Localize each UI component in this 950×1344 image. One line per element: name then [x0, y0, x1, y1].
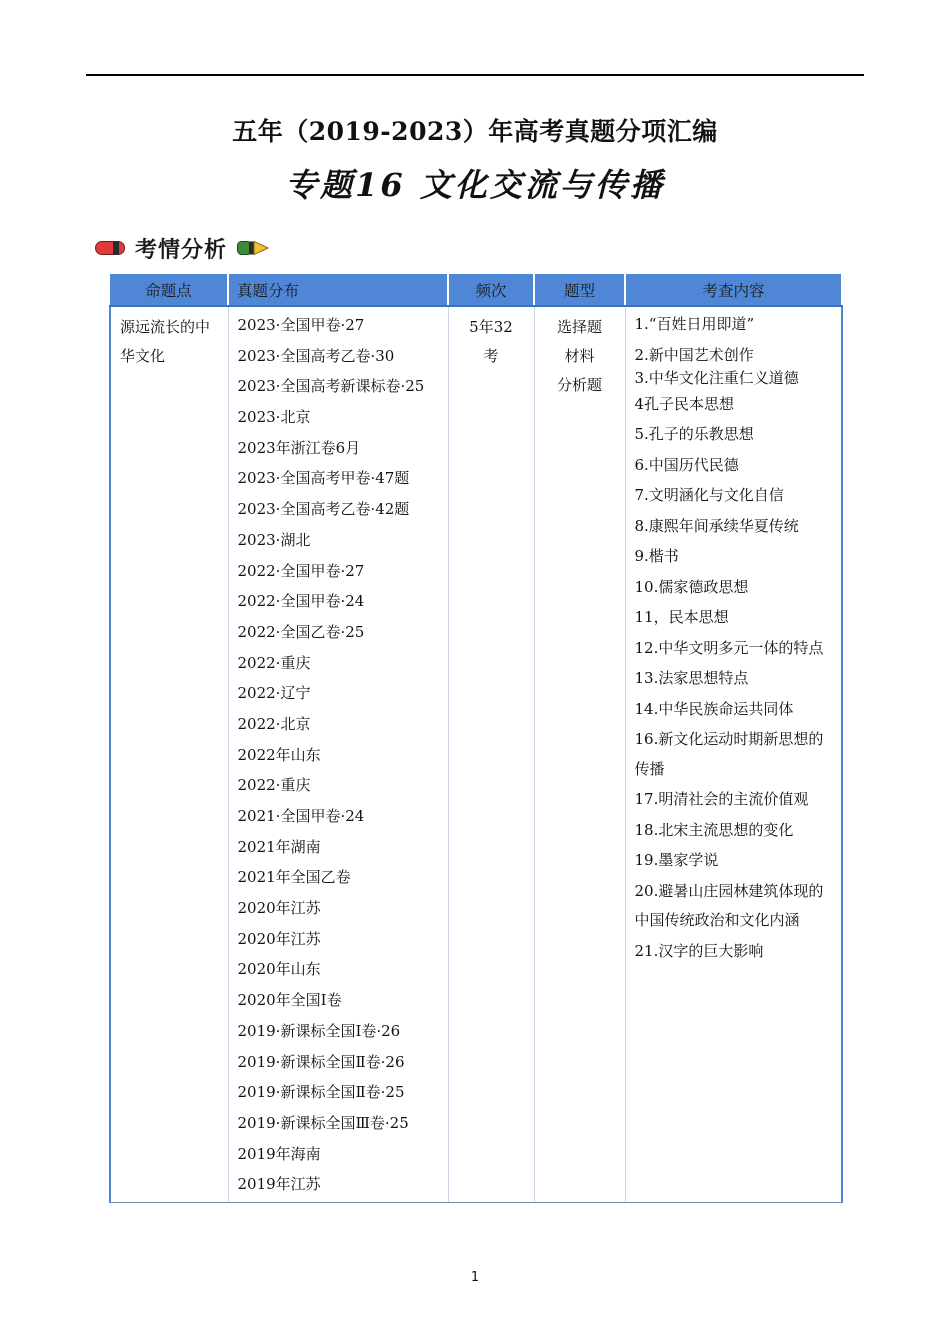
list-item: 1.“百姓日用即道”	[634, 315, 755, 333]
header-question-type: 题型	[534, 274, 625, 306]
list-item: 19.墨家学说	[634, 851, 719, 869]
list-item: 2022·全国甲卷·27	[237, 561, 365, 580]
pencil-tip-icon	[237, 240, 269, 256]
exam-analysis-table	[109, 274, 843, 1203]
list-item: 2022年山东	[237, 745, 321, 764]
list-item: 2021年全国乙卷	[237, 868, 351, 887]
list-item: 2019·新课标全国Ⅱ卷·26	[237, 1052, 405, 1071]
question-type-item: 选择题	[556, 318, 602, 336]
question-type-item: 分析题	[556, 376, 602, 394]
document-title: 五年（2019-2023）年高考真题分项汇编	[232, 117, 718, 146]
list-item: 2022·重庆	[237, 653, 311, 672]
table-row	[110, 306, 842, 1202]
list-item: 9.楷书	[634, 547, 679, 565]
list-item: 2021年湖南	[237, 837, 321, 856]
list-item: 2020年江苏	[237, 929, 321, 948]
header-content: 考查内容	[625, 274, 842, 306]
list-item: 2023·全国甲卷·27	[237, 316, 365, 334]
list-item: 8.康熙年间承续华夏传统	[634, 516, 799, 535]
page-number: 1	[470, 1270, 480, 1285]
frequency-cell	[449, 307, 534, 371]
list-item: 5.孔子的乐教思想	[634, 425, 754, 443]
distribution-list	[229, 307, 448, 1200]
list-item: 21.汉字的巨大影响	[634, 941, 764, 960]
header-frequency: 频次	[448, 274, 534, 306]
list-item: 7.文明涵化与文化自信	[634, 486, 784, 504]
list-item: 2023·全国高考新课标卷·25	[237, 377, 425, 396]
list-item: 14.中华民族命运共同体	[634, 699, 794, 718]
list-item: 2019年海南	[237, 1144, 321, 1163]
list-item: 3.中华文化注重仁义道德	[634, 368, 799, 387]
list-item: 6.中国历代民德	[634, 455, 739, 474]
list-item: 16.新文化运动时期新思想的传播	[634, 730, 824, 778]
list-item: 12.中华文明多元一体的特点	[634, 638, 824, 657]
header-distribution: 真题分布	[228, 274, 448, 306]
list-item: 2021·全国甲卷·24	[237, 807, 365, 825]
list-item: 2022·辽宁	[237, 684, 311, 703]
list-item: 2020年山东	[237, 960, 321, 979]
question-type-item: 材料	[564, 347, 595, 365]
section-heading	[95, 232, 269, 264]
content-list	[626, 307, 842, 966]
list-item: 17.明清社会的主流价值观	[634, 790, 809, 808]
question-type-cell	[535, 307, 625, 400]
list-item: 4孔子民本思想	[634, 394, 735, 413]
frequency-value: 5年32考	[469, 318, 513, 365]
list-item: 2023·全国高考乙卷·42题	[237, 500, 410, 519]
list-item: 18.北宋主流思想的变化	[634, 820, 794, 839]
list-item: 2020年江苏	[237, 899, 321, 918]
list-item: 2019·新课标全国Ⅱ卷·25	[237, 1083, 405, 1102]
list-item: 11，民本思想	[634, 608, 729, 626]
list-item: 2022·北京	[237, 714, 311, 733]
list-item: 2019·新课标全国Ⅲ卷·25	[237, 1113, 409, 1132]
section-title: 考情分析	[135, 237, 228, 263]
list-item: 2022·重庆	[237, 776, 311, 795]
document-subtitle: 专题16 文化交流与传播	[285, 166, 665, 204]
list-item: 20.避暑山庄园林建筑体现的中国传统政治和文化内涵	[634, 881, 824, 929]
header-topic: 命题点	[110, 274, 228, 306]
list-item: 13.法家思想特点	[634, 669, 749, 687]
list-item: 2020年全国Ⅰ卷	[237, 991, 342, 1010]
table-header-row	[110, 274, 842, 306]
list-item: 2023·全国高考乙卷·30	[237, 346, 395, 365]
list-item: 10.儒家德政思想	[634, 577, 749, 596]
list-item: 2023·北京	[237, 408, 311, 427]
list-item: 2023·湖北	[237, 530, 311, 549]
list-item: 2023·全国高考甲卷·47题	[237, 469, 410, 488]
list-item: 2019年江苏	[237, 1175, 321, 1194]
list-item: 2022·全国甲卷·24	[237, 592, 365, 611]
list-item: 2022·全国乙卷·25	[237, 622, 365, 641]
list-item: 2019·新课标全国Ⅰ卷·26	[237, 1021, 401, 1040]
list-item: 2.新中国艺术创作	[634, 345, 754, 364]
header-rule	[86, 74, 864, 76]
topic-cell: 源远流长的中华文化	[120, 318, 211, 365]
list-item: 2023年浙江卷6月	[237, 438, 361, 457]
pencil-icon	[95, 241, 125, 255]
